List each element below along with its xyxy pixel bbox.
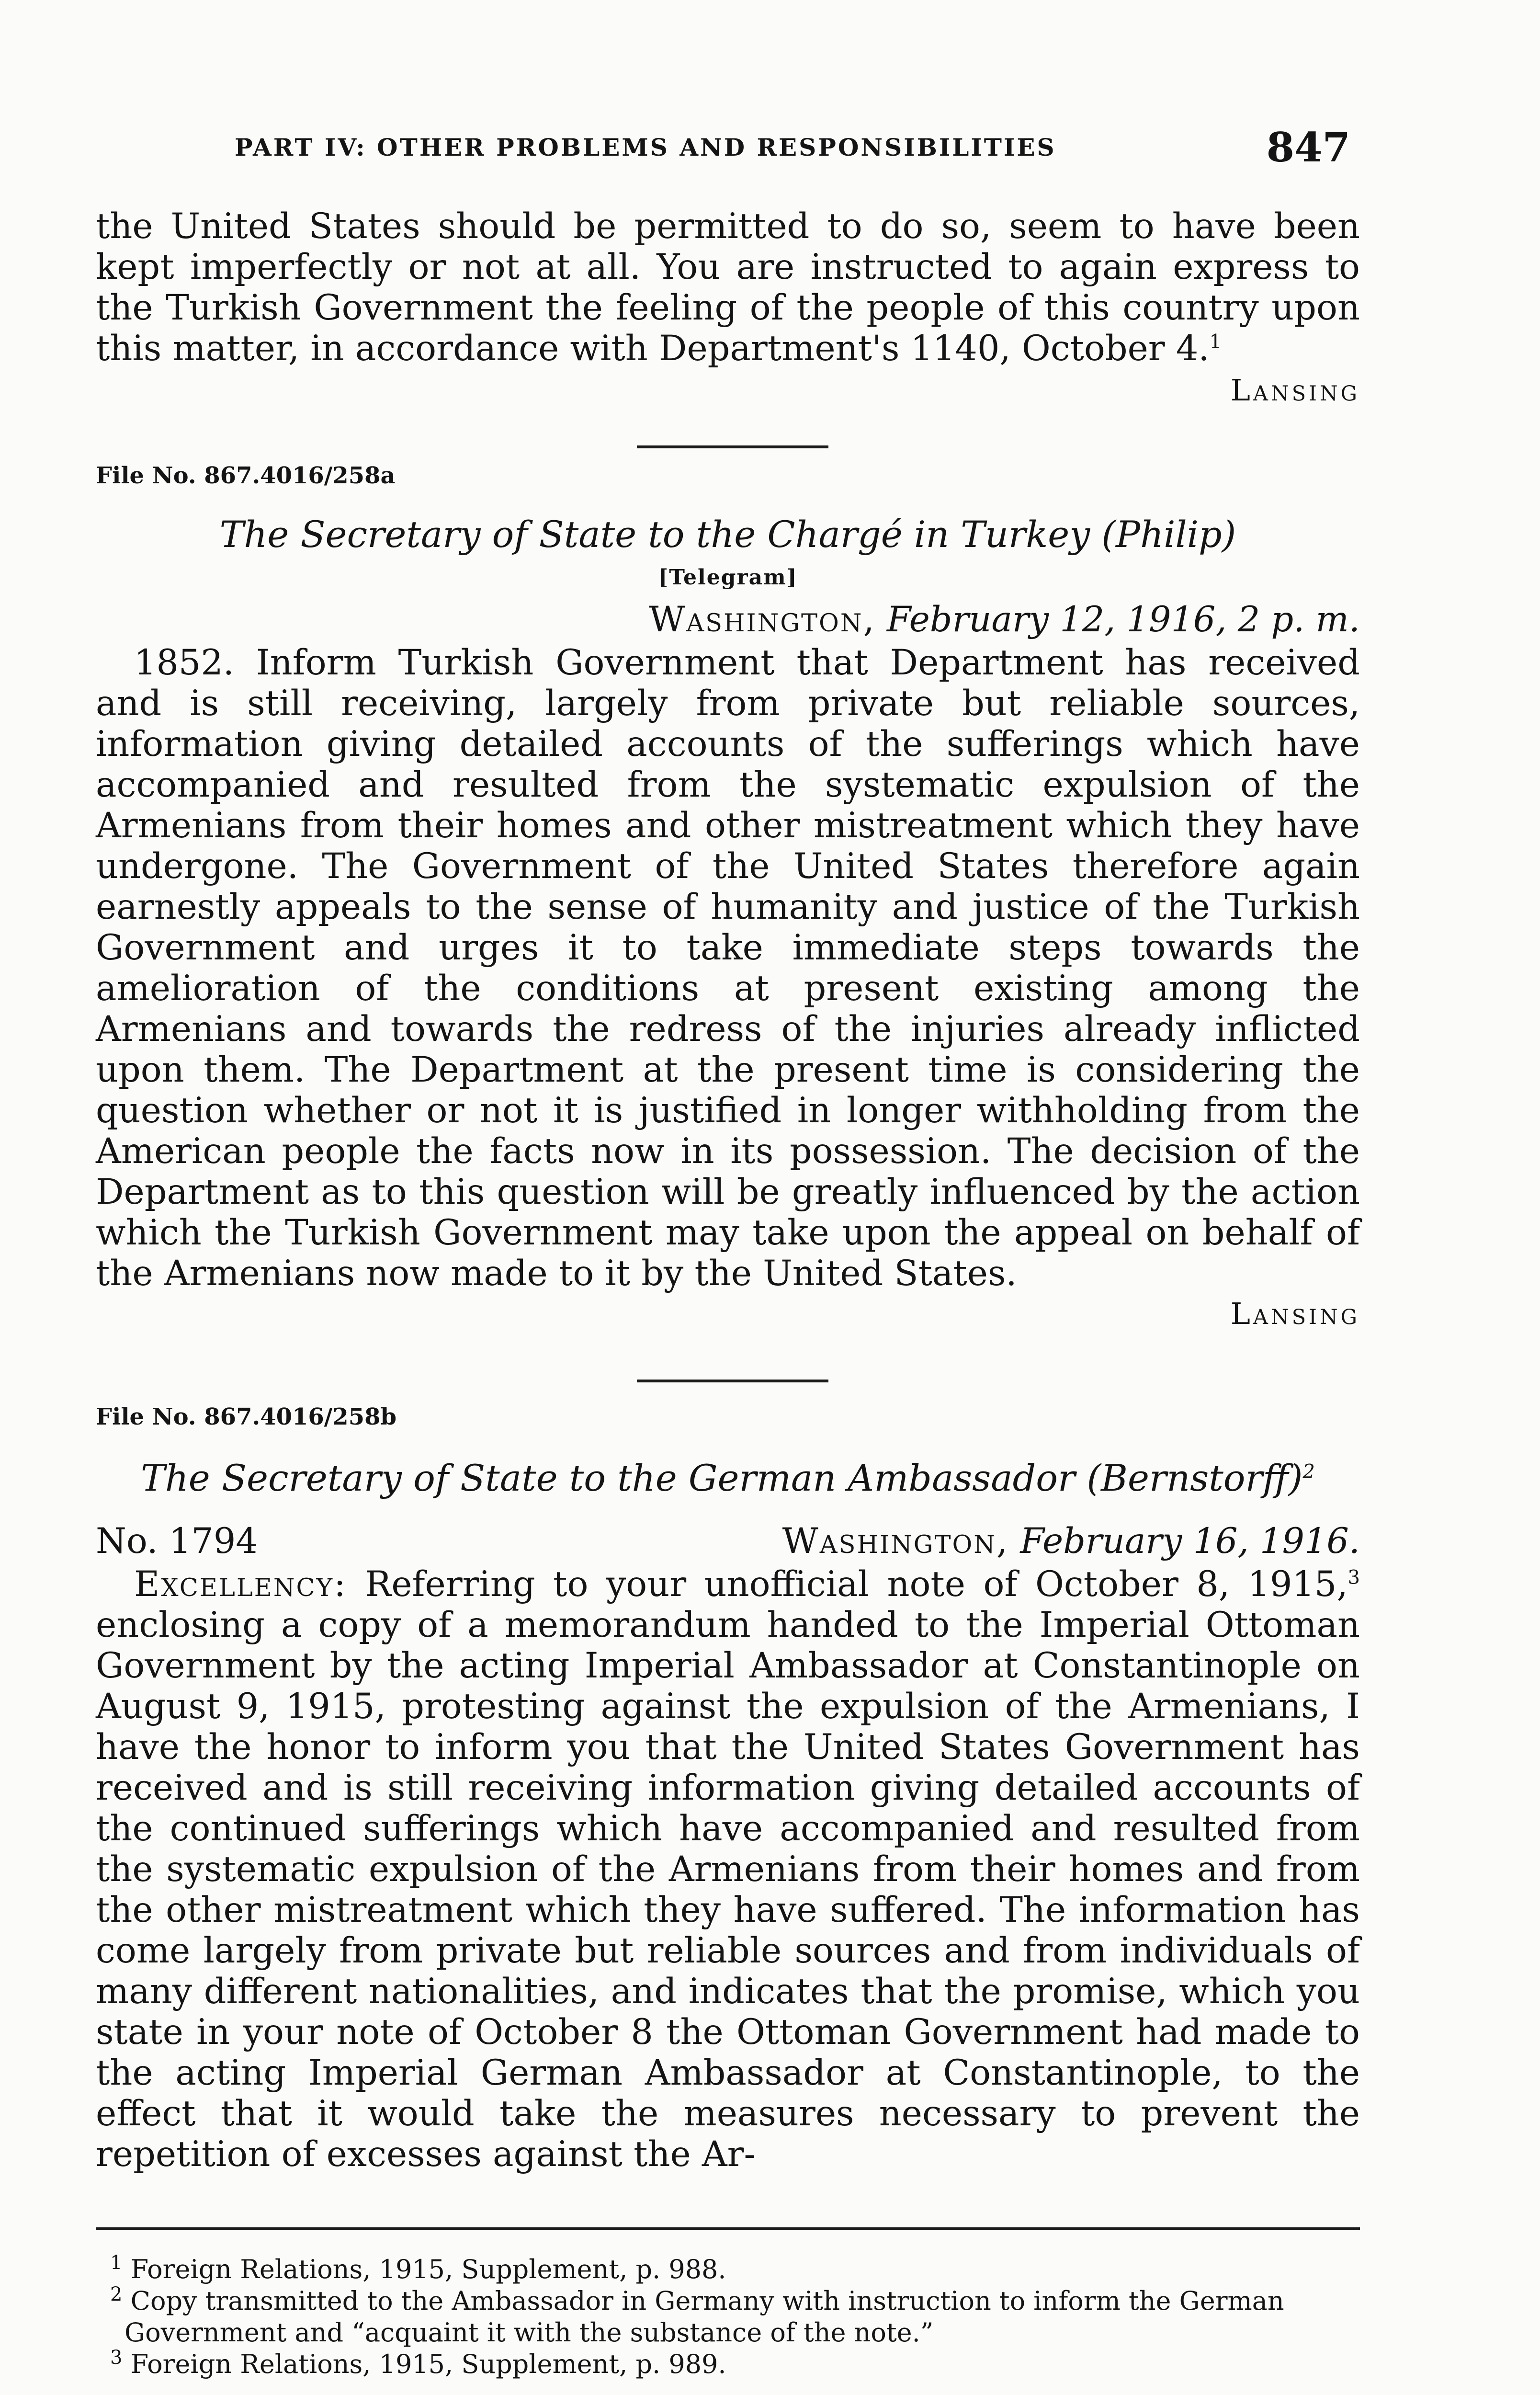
signature-lansing-1: Lansing: [1230, 373, 1360, 408]
page-header: [235, 121, 1350, 173]
footnote-3: $^3$ Foreign Relations, 1915, Supplement, p. 989.: [110, 2347, 726, 2379]
document-label: [Telegram]: [658, 565, 798, 590]
running-head: PART IV: OTHER PROBLEMS AND RESPONSIBILITIES: [235, 133, 1056, 161]
number-dateline-row: [96, 1521, 1360, 1562]
intro-block: [96, 206, 1360, 408]
dateline-date: February 12, 1916, 2 p. m.: [886, 599, 1360, 640]
note-number: No. 1794: [96, 1521, 258, 1562]
dateline-place: Washington,: [782, 1521, 1009, 1562]
signature-lansing-2: Lansing: [1230, 1296, 1360, 1331]
telegram-number: 1852.: [134, 642, 234, 683]
dateline: [782, 1521, 1360, 1562]
footnote-rule: [96, 2227, 1360, 2230]
telegram-body: 1852. Inform Turkish Government that Department has received and is still receiving, largely from private but reliable sources, information giving detailed accounts of the sufferings which have accompanied and resulted from the systematic expulsion of the Armenians from their homes and other mistreatment which they have undergone. The Government of the United States therefore again earnestly appeals to the sense of humanity and justice of the Turkish Government and urges it to take immediate steps towards the amelioration of the conditions at present existing among the Armenians and towards the redress of the injuries already inflicted upon them. The Department at the present time is considering the question whether or not it is justified in longer withholding from the American people the facts now in its possession. The decision of the Department as to this question will be greatly influenced by the action which the Turkish Government may take upon the appeal on behalf of the Armenians now made to it by the United States.: [96, 642, 1360, 1294]
document-title: The Secretary of State to the German Ambassador (Bernstorff)$^2$: [141, 1457, 1315, 1499]
doc1-block: [96, 462, 1360, 1331]
footnotes: [96, 2254, 1360, 2380]
file-number: File No. 867.4016/258a: [96, 462, 396, 489]
dateline-date: February 16, 1916.: [1020, 1521, 1360, 1562]
salutation: Excellency:: [134, 1564, 347, 1605]
footnote-ref: 3: [1348, 1566, 1360, 1589]
footnote-2: $^2$ Copy transmitted to the Ambassador in Germany with instruction to inform the German Government and “acquaint it with the substance of the note.”: [110, 2283, 1284, 2348]
footnote-ref: 2: [1302, 1460, 1315, 1483]
document-title: The Secretary of State to the Chargé in Turkey (Philip): [219, 513, 1236, 556]
section-divider: [637, 445, 828, 448]
dateline-place: Washington,: [649, 599, 876, 640]
page-number: 847: [1266, 123, 1350, 171]
note-body: Excellency: Referring to your unofficial note of October 8, 1915,$^3$ enclosing a copy of a memorandum handed to the Imperial Ottoman Government by the acting Imperial Ambassador at Constantinople on August 9, 1915, protesting against the expulsion of the Armenians, I have the honor to inform you that the United States Government has received and is still receiving information giving detailed accounts of the continued sufferings which have accompanied and resulted from the systematic expulsion of the Armenians from their homes and from the other mistreatment which they have suffered. The information has come largely from private but reliable sources and from individuals of many different nationalities, and indicates that the promise, which you state in your note of October 8 the Ottoman Government had made to the acting Imperial German Ambassador at Constantinople, to the effect that it would take the measures necessary to prevent the repetition of excesses against the Ar-: [96, 1564, 1360, 2175]
footnote-ref: 1: [1209, 331, 1222, 353]
footnote-1: $^1$ Foreign Relations, 1915, Supplement, p. 988.: [110, 2252, 726, 2284]
section-divider: [637, 1380, 828, 1382]
dateline: [96, 599, 1360, 640]
doc2-block: [96, 1403, 1360, 2175]
document-page: [96, 0, 1360, 2395]
file-number: File No. 867.4016/258b: [96, 1403, 397, 1430]
intro-paragraph: the United States should be permitted to do so, seem to have been kept imperfectly or not at all. You are instructed to again express to the Turkish Government the feeling of the people of this country upon this matter, in accordance with Department's 1140, October 4.$^1$: [96, 206, 1360, 369]
